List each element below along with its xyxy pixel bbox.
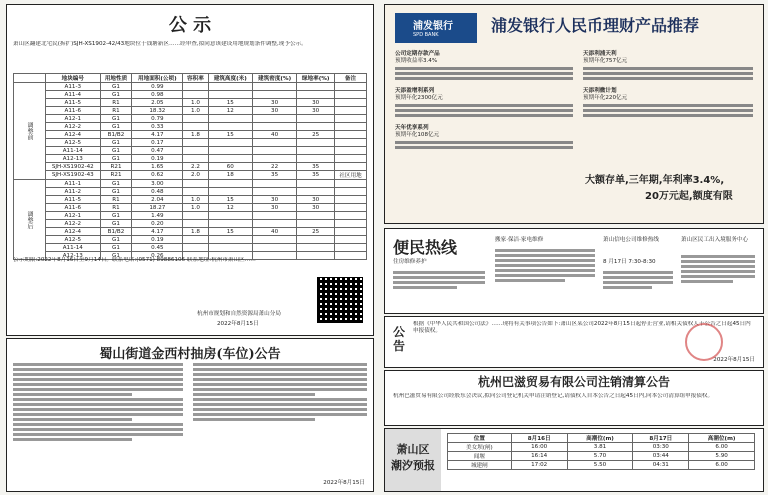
hotline-col-3: 萧山信电公司维修热线 [603,237,659,243]
table-cell [335,99,367,107]
table-cell: A12-5 [46,139,101,147]
bank-rate: 预期年化108亿元 [395,132,440,138]
table-cell [335,163,367,171]
table-cell: 2.05 [132,99,183,107]
table-cell: A11-6 [46,107,101,115]
table-row [14,123,367,131]
table-cell: 1.8 [183,228,208,236]
table-cell: 3.81 [567,443,633,452]
table-row [14,204,367,212]
table-cell: 4.17 [132,131,183,139]
table-cell: 美女坝(闸) [448,443,512,452]
table-row [14,212,367,220]
table-cell: 0.17 [132,139,183,147]
qr-code [317,277,363,323]
tide-forecast [384,428,764,492]
bank-item: 天添利浦天利 [583,51,617,57]
table-cell: 1.0 [183,107,208,115]
bank-item: 天年优享系列 [395,125,429,131]
table-cell [335,252,367,260]
hotline [384,228,764,314]
table-cell [252,220,296,228]
table-row [14,220,367,228]
table-cell [297,236,335,244]
bank-rate: 预期收益率3.4% [395,58,438,64]
table-cell [183,139,208,147]
table-cell [335,155,367,163]
table-cell: 16:14 [511,452,567,461]
table-cell: A11-5 [46,99,101,107]
table-row [14,188,367,196]
table-cell [297,244,335,252]
table-cell [335,212,367,220]
th: 高潮位(m) [689,434,755,443]
th: 8月16日 [511,434,567,443]
table-cell [183,180,208,188]
table-cell: 2.0 [183,171,208,180]
table-cell [252,83,296,91]
table-cell [208,147,252,155]
table-cell: 6.00 [689,443,755,452]
th: 8月17日 [633,434,689,443]
table-cell [297,155,335,163]
shouchou-date: 2022年8月15日 [323,480,365,486]
table-cell: G1 [100,236,132,244]
table-cell: 30 [297,99,335,107]
table-cell [183,83,208,91]
cancel-title: 杭州巴滋贸易有限公司注销清算公告 [477,375,670,389]
table-cell [335,107,367,115]
table-cell [335,236,367,244]
table-cell: G1 [100,91,132,99]
table-cell: B1/B2 [100,131,132,139]
table-cell [208,188,252,196]
table-row [14,83,367,91]
table-cell: 18.32 [132,107,183,115]
table-cell: 城建闸 [448,461,512,470]
th: 位置 [448,434,512,443]
table-cell [297,212,335,220]
table-cell: 16:00 [511,443,567,452]
table-cell [252,123,296,131]
table-cell: R21 [100,171,132,180]
table-cell: B1/B2 [100,228,132,236]
table-cell: R1 [100,107,132,115]
bank-highlight-2: 20万元起,额度有限 [645,191,733,202]
table-cell: 60 [208,163,252,171]
table-cell [208,115,252,123]
table-cell: 40 [252,131,296,139]
table-cell [335,91,367,99]
table-cell [183,115,208,123]
table-cell: A11-5 [46,196,101,204]
table-cell [252,155,296,163]
table-cell: 35 [252,171,296,180]
notice-footer: 公示期限:2022年8月16日至9月14日。联系电话:(0571) 89886106 联系地址:杭州市萧山区…… [13,257,256,263]
table-cell: 0.19 [132,155,183,163]
table-cell [183,123,208,131]
table-cell [297,83,335,91]
table-row [14,107,367,115]
table-cell: 2.2 [183,163,208,171]
bank-item: 公司定期存款产品 [395,51,440,57]
table-cell [208,180,252,188]
bank-name: 浦发银行 [413,21,453,32]
table-cell: A12-2 [46,220,101,228]
table-cell: 0.33 [132,123,183,131]
table-row [448,443,755,452]
table-cell [208,83,252,91]
table-cell [297,188,335,196]
table-cell: A11-6 [46,204,101,212]
table-cell: 30 [252,99,296,107]
table-cell: G1 [100,252,132,260]
table-cell: 25 [297,228,335,236]
table-cell: 30 [252,107,296,115]
side-cell: 调整后 [14,180,46,260]
table-row [14,99,367,107]
table-cell: 5.70 [567,452,633,461]
table-cell [335,220,367,228]
tide-table [447,433,755,470]
public-notice [6,4,374,336]
table-cell: G1 [100,180,132,188]
table-cell: 0.19 [132,236,183,244]
table-cell: 0.48 [132,188,183,196]
table-cell: 15 [208,228,252,236]
table-row [14,115,367,123]
table-cell: G1 [100,188,132,196]
table-cell: 25 [297,131,335,139]
table-cell: A11-4 [46,91,101,99]
table-cell: 03:44 [633,452,689,461]
bank-rate: 预期年化2300亿元 [395,95,443,101]
hotline-col-2: 搬家·保洁·家电维修 [495,237,544,243]
hotline-col-4: 萧山区民工出入境服务中心 [681,237,749,243]
announcement-date: 2022年8月15日 [713,357,755,363]
table-cell [208,212,252,220]
table-cell: 40 [252,228,296,236]
table-cell [183,220,208,228]
table-cell [252,236,296,244]
th: 建筑密度(%) [252,74,296,83]
table-cell: 12 [208,204,252,212]
table-cell: 闻堰 [448,452,512,461]
bank-ad [384,4,764,224]
table-cell: 1.0 [183,196,208,204]
table-cell [335,244,367,252]
table-row [14,163,367,171]
table-row [14,131,367,139]
th: 高潮位(m) [567,434,633,443]
table-cell [335,180,367,188]
notice-date: 2022年8月15日 [217,321,259,327]
th: 用地性质 [100,74,132,83]
table-row [14,180,367,188]
table-cell: 0.20 [132,220,183,228]
table-cell: A12-5 [46,236,101,244]
table-cell [335,131,367,139]
announcement-text: 根据《中华人民共和国公司法》……现将有关事项公告如下:萧山区某公司2022年8月15日起停止营业,请相关债权人于公告之日起45日内申报债权。 [413,321,751,334]
table-cell: A12-4 [46,228,101,236]
th: 绿地率(%) [297,74,335,83]
table-row [14,228,367,236]
table-cell [252,91,296,99]
table-cell: 15 [208,196,252,204]
table-cell: 社区用地 [335,171,367,180]
table-cell [297,180,335,188]
table-cell [252,212,296,220]
table-cell [183,236,208,244]
cancel-text: 杭州巴滋贸易有限公司经股东会决议,拟向公司登记机关申请注销登记,请债权人自本公告之日起45日内,向本公司清算组申报债权。 [393,393,714,399]
table-cell: G1 [100,83,132,91]
table-cell [335,188,367,196]
table-cell [208,244,252,252]
table-cell: 1.65 [132,163,183,171]
table-cell: 0.26 [132,252,183,260]
table-cell [183,244,208,252]
th: 用地面积(公顷) [132,74,183,83]
table-cell: G1 [100,244,132,252]
th: 建筑高度(米) [208,74,252,83]
table-cell [183,188,208,196]
table-cell: 12 [208,107,252,115]
table-cell: 1.0 [183,204,208,212]
bank-item: 天添盈增利系列 [395,88,435,94]
hotline-title: 便民热线 [393,238,458,257]
table-cell: R1 [100,196,132,204]
table-cell: A12-1 [46,115,101,123]
red-seal [685,323,723,361]
table-cell [183,147,208,155]
table-cell: 0.47 [132,147,183,155]
table-row [14,196,367,204]
table-cell: A11-14 [46,244,101,252]
table-cell: 15 [208,131,252,139]
table-cell: 30 [297,196,335,204]
table-cell: R1 [100,204,132,212]
table-row [448,452,755,461]
table-cell [208,139,252,147]
table-cell: 0.45 [132,244,183,252]
table-cell [335,123,367,131]
table-cell [252,139,296,147]
table-cell: 30 [252,204,296,212]
table-cell: 30 [252,196,296,204]
bank-title: 浦发银行人民币理财产品推荐 [491,16,700,35]
table-cell [297,220,335,228]
table-cell [335,147,367,155]
table-cell [335,115,367,123]
table-cell: A12-2 [46,123,101,131]
th: 容积率 [183,74,208,83]
notice-org: 杭州市规划和自然资源局萧山分局 [197,311,281,317]
table-row [14,147,367,155]
table-cell: A12-1 [46,212,101,220]
table-cell [183,212,208,220]
table-row [14,236,367,244]
table-cell: SJH-XS1902-43 [46,171,101,180]
table-cell [208,236,252,244]
table-cell: 1.0 [183,99,208,107]
table-cell [252,244,296,252]
table-cell: 04:31 [633,461,689,470]
table-cell: 0.99 [132,83,183,91]
bank-rate: 预期年化757亿元 [583,58,628,64]
table-cell: 30 [297,204,335,212]
table-cell: 3.00 [132,180,183,188]
table-cell [297,115,335,123]
table-cell: 22 [252,163,296,171]
table-cell: R1 [100,99,132,107]
table-cell: 0.79 [132,115,183,123]
table-cell: 5.90 [689,452,755,461]
hotline-col-1: 住房维修养护 [393,259,427,265]
tide-label-box [385,429,441,491]
table-cell [335,83,367,91]
tide-label-2: 潮汐预报 [391,459,435,472]
table-cell: A12-13 [46,155,101,163]
table-cell [208,155,252,163]
table-cell: 6.00 [689,461,755,470]
table-cell [335,228,367,236]
table-cell: A12-4 [46,131,101,139]
table-cell: 5.50 [567,461,633,470]
table-cell: 0.62 [132,171,183,180]
table-cell [335,204,367,212]
table-cell: A11-3 [46,83,101,91]
th: 备注 [335,74,367,83]
table-cell [208,123,252,131]
table-cell: A11-2 [46,188,101,196]
table-cell: G1 [100,139,132,147]
table-cell: 15 [208,99,252,107]
table-cell: A12-13 [46,252,101,260]
table-cell: G1 [100,155,132,163]
table-cell: 03:30 [633,443,689,452]
table-cell [252,188,296,196]
table-cell: G1 [100,123,132,131]
notice-table [13,73,367,260]
table-cell: 17:02 [511,461,567,470]
table-cell: A11-1 [46,180,101,188]
table-cell: G1 [100,220,132,228]
table-cell: G1 [100,147,132,155]
shouchou-title: 蜀山街道金西村抽房(车位)公告 [99,347,281,362]
table-row [448,461,755,470]
table-row [14,155,367,163]
table-cell [297,123,335,131]
table-cell [335,139,367,147]
table-cell [297,139,335,147]
notice-intro: 萧山区翻建北宅民(拆扩)SJH-XS1902-42/43地块位于钱塘新区……经审查,拟同意该建设用地规划条件调整,现予公示。 [13,41,307,47]
table-cell [297,147,335,155]
side-cell: 调整前 [14,83,46,180]
table-cell: A11-14 [46,147,101,155]
table-cell [183,91,208,99]
table-cell: G1 [100,115,132,123]
bank-rate: 预期年化220亿元 [583,95,628,101]
table-cell: SJH-XS1902-42 [46,163,101,171]
table-cell: 30 [297,107,335,115]
table-cell [208,91,252,99]
table-cell [335,196,367,204]
table-cell [183,155,208,163]
notice-title: 公 示 [168,15,212,36]
table-cell [208,220,252,228]
bank-sub: SPD BANK [413,32,439,38]
table-cell: 1.8 [183,131,208,139]
announcement [384,316,764,368]
table-row [14,91,367,99]
announcement-label: 公告 [392,325,405,353]
table-cell: 18.27 [132,204,183,212]
table-row [14,244,367,252]
table-cell [252,180,296,188]
table-cell [297,91,335,99]
tide-label-1: 萧山区 [396,443,430,456]
table-cell [252,147,296,155]
table-row [14,171,367,180]
table-cell [252,115,296,123]
table-cell: R21 [100,163,132,171]
bank-logo [395,13,477,43]
th: 地块编号 [46,74,101,83]
table-cell: 35 [297,171,335,180]
table-cell: 0.98 [132,91,183,99]
table-cell: 4.17 [132,228,183,236]
table-cell: 35 [297,163,335,171]
table-cell: G1 [100,212,132,220]
bank-highlight-1: 大额存单,三年期,年利率3.4%, [585,175,725,186]
table-cell: 18 [208,171,252,180]
hotline-phone: 8 月17日 7:30-8:30 [603,259,656,265]
table-cell: 2.04 [132,196,183,204]
cancel-notice [384,370,764,426]
table-row [14,139,367,147]
shouchou-notice [6,338,374,492]
bank-item: 天添利微计划 [583,88,617,94]
table-cell: 1.49 [132,212,183,220]
